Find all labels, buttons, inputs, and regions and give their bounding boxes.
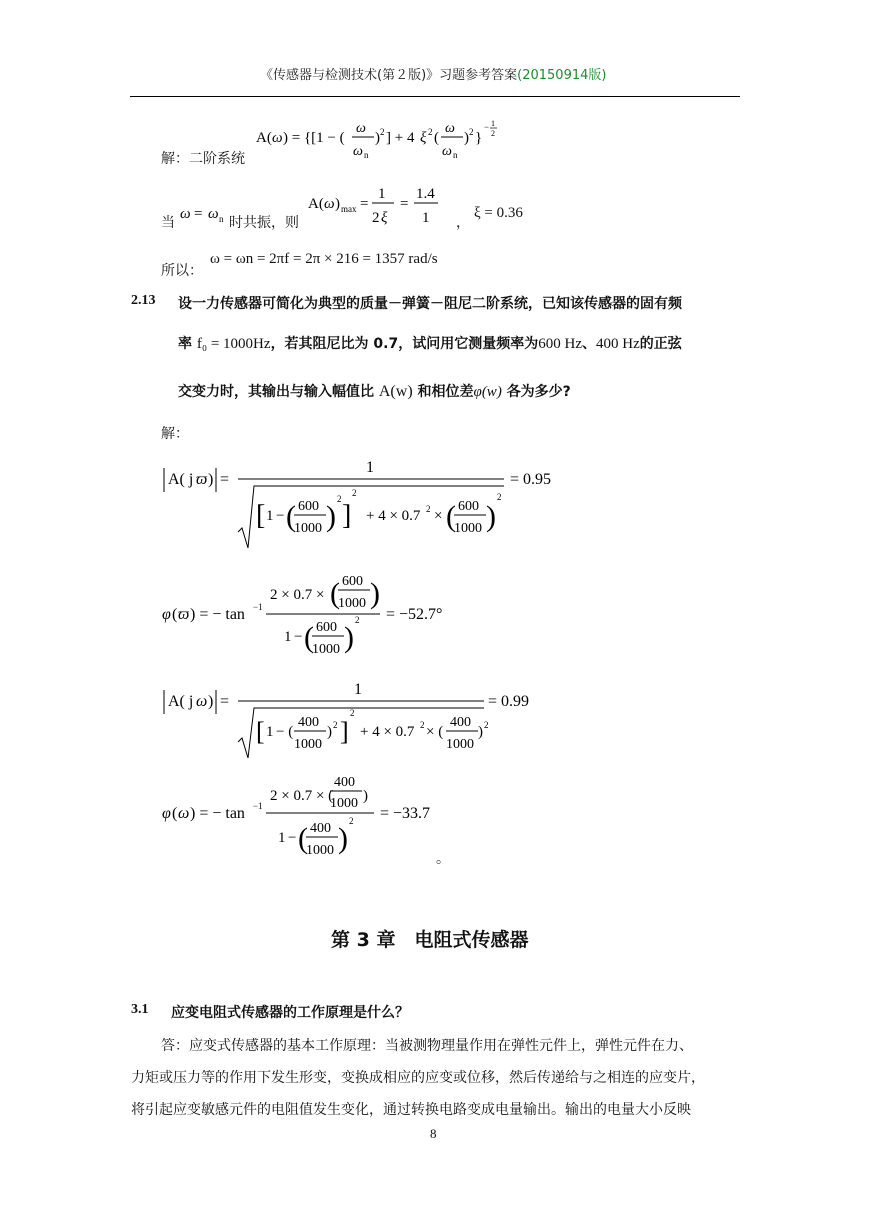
svg-text:) = {[1 − (: ) = {[1 − ( xyxy=(283,130,345,146)
svg-text:2: 2 xyxy=(484,720,489,730)
svg-text:ϖ: ϖ xyxy=(196,471,208,488)
svg-text:ξ: ξ xyxy=(381,210,388,226)
svg-text:1000: 1000 xyxy=(446,737,474,752)
svg-text:=: = xyxy=(400,196,409,212)
svg-text:2: 2 xyxy=(337,494,342,504)
svg-text:2: 2 xyxy=(469,127,474,137)
eq2-result: = −52.7° xyxy=(386,606,443,623)
svg-text:[: [ xyxy=(256,717,265,746)
equation-amplitude-400 xyxy=(160,676,580,766)
answer-label: 解： xyxy=(161,426,189,442)
svg-text:+ 4 × 0.7: + 4 × 0.7 xyxy=(360,724,415,740)
svg-text:ω: ω xyxy=(445,121,455,136)
q-line3-c: 各为多少? xyxy=(506,384,571,400)
header-date: (20150914版) xyxy=(517,68,607,83)
amplitude-formula-svg xyxy=(256,118,516,162)
q-line2-b: ，若其阻尼比为 0.7，试问用它测量频率为 xyxy=(270,336,539,352)
svg-text:1: 1 xyxy=(278,830,286,846)
answer-3-1-line1: 答：应变式传感器的基本工作原理：当被测物理量作用在弹性元件上，弹性元件在力、 xyxy=(161,1038,693,1054)
svg-text:A(: A( xyxy=(256,130,272,146)
svg-text:ω: ω xyxy=(196,693,208,710)
svg-text:): ) xyxy=(363,788,368,804)
resonance-formula xyxy=(308,178,448,235)
svg-text:A(: A( xyxy=(308,196,324,212)
svg-text:1: 1 xyxy=(366,459,374,476)
resonance-prefix: 当 xyxy=(161,215,175,231)
svg-text:1: 1 xyxy=(422,210,430,226)
svg-text:ϖ: ϖ xyxy=(178,606,190,623)
svg-text:): ) xyxy=(208,471,214,488)
svg-text:600: 600 xyxy=(342,574,363,589)
svg-text:1: 1 xyxy=(354,681,362,698)
q-line2-sep: 、 xyxy=(582,336,596,352)
chapter-heading: 第 3 章 电阻式传感器 xyxy=(331,929,529,951)
svg-text:n: n xyxy=(219,214,224,224)
q-line3-b: 和相位差 xyxy=(417,384,474,400)
page-header xyxy=(260,64,606,83)
resonance-suffix: 时共振，则 xyxy=(229,215,299,231)
svg-text:): ) xyxy=(208,693,214,710)
svg-text:2: 2 xyxy=(497,492,502,502)
svg-text:ω: ω xyxy=(442,144,452,159)
q-line2-c: 的正弦 xyxy=(639,336,682,352)
svg-text:): ) xyxy=(486,500,496,533)
answer-3-1-line3: 将引起应变敏感元件的电阻值发生变化，通过转换电路变成电量输出。输出的电量大小反映 xyxy=(131,1102,691,1118)
svg-text:600: 600 xyxy=(316,620,337,635)
svg-text:): ) xyxy=(335,196,340,212)
q-line3-phi: φ(w) xyxy=(473,384,502,400)
svg-text:]: ] xyxy=(342,500,352,531)
so-label: 所以： xyxy=(161,263,203,279)
svg-text:2: 2 xyxy=(350,708,355,718)
svg-text:600: 600 xyxy=(458,499,479,514)
svg-text:n: n xyxy=(364,150,369,160)
svg-text:400: 400 xyxy=(298,715,319,730)
svg-text:2: 2 xyxy=(426,504,431,514)
svg-text:1: 1 xyxy=(266,724,274,740)
svg-text:(: ( xyxy=(172,805,178,822)
svg-text:φ: φ xyxy=(162,805,171,822)
svg-text:A( j: A( j xyxy=(168,693,194,710)
svg-text:] + 4: ] + 4 xyxy=(386,130,415,146)
svg-text:1: 1 xyxy=(378,186,386,202)
end-mark: 。 xyxy=(436,851,450,867)
svg-text:max: max xyxy=(341,204,357,214)
svg-text:[: [ xyxy=(256,500,266,531)
svg-text:600: 600 xyxy=(298,499,319,514)
svg-text:(: ( xyxy=(172,606,178,623)
question-2-13-line2 xyxy=(178,333,682,353)
header-rule xyxy=(130,96,740,97)
svg-text:ω: ω xyxy=(324,196,335,212)
svg-text:2: 2 xyxy=(349,816,354,826)
equation-phase-400 xyxy=(160,770,460,874)
q-line3-a: 交变力时，其输出与输入幅值比 xyxy=(178,384,374,400)
amplitude-formula xyxy=(256,118,516,167)
svg-text:1000: 1000 xyxy=(294,521,322,536)
svg-text:(: ( xyxy=(304,621,314,654)
eq4-result: = −33.7 xyxy=(380,805,431,822)
q-line3-A: A(w) xyxy=(378,383,413,400)
svg-text:400: 400 xyxy=(334,775,355,790)
comma: ， xyxy=(456,215,470,231)
svg-text:×: × xyxy=(434,508,443,524)
svg-text:(: ( xyxy=(446,500,456,533)
svg-text:2: 2 xyxy=(355,615,360,625)
equation-amplitude-600 xyxy=(160,452,580,556)
svg-text:): ) xyxy=(478,724,483,740)
q-line2-a: 率 xyxy=(178,336,192,352)
svg-text:): ) xyxy=(344,621,354,654)
svg-text:): ) xyxy=(338,822,348,855)
svg-text:ξ: ξ xyxy=(420,130,427,146)
svg-text:−: − xyxy=(276,508,285,524)
svg-text:−1: −1 xyxy=(253,602,263,612)
question-number-3-1: 3.1 xyxy=(131,1002,149,1017)
page-number: 8 xyxy=(430,1126,437,1141)
svg-text:): ) xyxy=(370,577,380,610)
svg-text:1: 1 xyxy=(491,119,495,128)
svg-text:=: = xyxy=(360,196,369,212)
svg-text:1.4: 1.4 xyxy=(416,186,435,202)
svg-text:1000: 1000 xyxy=(312,642,340,657)
question-2-13-line3 xyxy=(178,381,571,401)
svg-text:A( j: A( j xyxy=(168,471,194,488)
svg-text:− (: − ( xyxy=(276,724,294,740)
question-2-13-line1: 设一力传感器可简化为典型的质量－弹簧－阻尼二阶系统，已知该传感器的固有频 xyxy=(178,296,682,312)
svg-text:2: 2 xyxy=(420,720,425,730)
solution-label-second-order: 解：二阶系统 xyxy=(161,151,245,167)
svg-text:1000: 1000 xyxy=(330,796,358,811)
svg-text:1: 1 xyxy=(266,508,274,524)
svg-text:): ) xyxy=(326,500,336,533)
svg-text:−: − xyxy=(484,122,490,132)
q-line2-400: 400 Hz xyxy=(596,336,640,352)
svg-text:=: = xyxy=(194,206,203,222)
svg-text:ω: ω xyxy=(180,206,191,222)
svg-text:2: 2 xyxy=(333,720,338,730)
svg-text:) = − tan: ) = − tan xyxy=(190,606,245,623)
svg-text:ω: ω xyxy=(272,130,283,146)
svg-text:1: 1 xyxy=(284,629,292,645)
svg-text:(: ( xyxy=(434,130,439,146)
svg-text:2: 2 xyxy=(352,488,357,498)
svg-text:=: = xyxy=(220,693,230,710)
svg-text:ω: ω xyxy=(353,144,363,159)
svg-text:n: n xyxy=(453,150,458,160)
svg-text:]: ] xyxy=(340,717,349,746)
svg-text:}: } xyxy=(475,130,483,146)
svg-text:ω: ω xyxy=(356,121,366,136)
header-title: 《传感器与检测技术(第２版)》习题参考答案 xyxy=(260,68,518,83)
q-line2-freq: f₀ = 1000Hz xyxy=(196,336,271,352)
svg-text:−: − xyxy=(288,830,297,846)
svg-text:1000: 1000 xyxy=(306,843,334,858)
svg-text:× (: × ( xyxy=(426,724,444,740)
svg-text:2 × 0.7 × (: 2 × 0.7 × ( xyxy=(270,788,334,804)
answer-3-1-line2: 力矩或压力等的作用下发生形变，变换成相应的应变或位移，然后传递给与之相连的应变片， xyxy=(131,1070,705,1086)
svg-text:−1: −1 xyxy=(253,801,263,811)
equation-phase-600 xyxy=(160,565,480,675)
svg-text:2: 2 xyxy=(380,127,385,137)
svg-text:−: − xyxy=(294,629,303,645)
svg-text:): ) xyxy=(375,130,380,146)
svg-text:) = − tan: ) = − tan xyxy=(190,805,245,822)
question-number-2-13: 2.13 xyxy=(131,293,156,308)
svg-text:2 × 0.7 ×: 2 × 0.7 × xyxy=(270,587,325,603)
svg-text:400: 400 xyxy=(450,715,471,730)
eq1-result: = 0.95 xyxy=(510,471,552,488)
svg-text:φ: φ xyxy=(162,606,171,623)
svg-text:2: 2 xyxy=(372,210,380,226)
eq3-result: = 0.99 xyxy=(488,693,530,710)
svg-text:(: ( xyxy=(298,822,308,855)
q-line2-600: 600 Hz xyxy=(538,336,582,352)
svg-text:ω: ω xyxy=(208,206,219,222)
svg-text:2: 2 xyxy=(428,127,433,137)
svg-text:2: 2 xyxy=(491,129,495,138)
svg-text:): ) xyxy=(327,724,332,740)
svg-text:): ) xyxy=(464,130,469,146)
svg-text:400: 400 xyxy=(310,821,331,836)
svg-text:1000: 1000 xyxy=(338,596,366,611)
svg-text:ω: ω xyxy=(178,805,190,822)
svg-text:+ 4 × 0.7: + 4 × 0.7 xyxy=(366,508,421,524)
damping-ratio: ξ = 0.36 xyxy=(474,205,523,221)
svg-text:=: = xyxy=(220,471,230,488)
svg-text:(: ( xyxy=(330,577,340,610)
svg-text:1000: 1000 xyxy=(294,737,322,752)
svg-text:1000: 1000 xyxy=(454,521,482,536)
question-3-1-text: 应变电阻式传感器的工作原理是什么？ xyxy=(171,1005,409,1021)
svg-text:(: ( xyxy=(286,500,296,533)
natural-frequency-formula: ω = ωn = 2πf = 2π × 216 = 1357 rad/s xyxy=(210,251,438,267)
